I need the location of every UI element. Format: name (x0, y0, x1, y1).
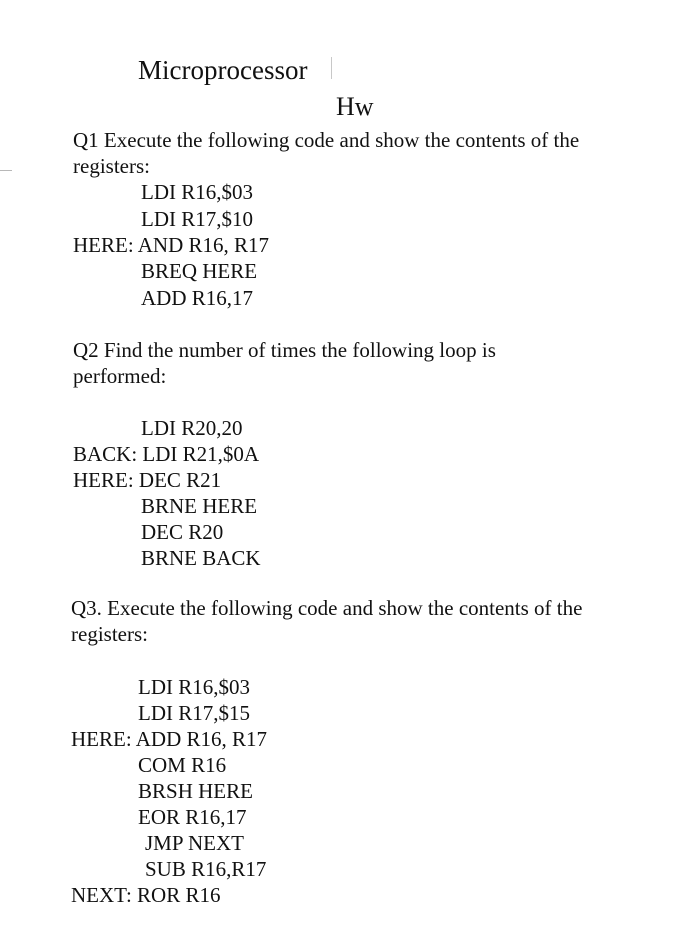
q1-prompt-line1: Q1 Execute the following code and show the contents of the (73, 128, 580, 152)
q1-code-line: HERE: AND R16, R17 (73, 233, 270, 257)
q1-code-line: LDI R17,$10 (141, 207, 253, 231)
q1-prompt-line2: registers: (73, 154, 150, 178)
q3-code-line: SUB R16,R17 (145, 857, 267, 881)
q2-code-line: BRNE BACK (141, 546, 261, 570)
q3-code-line: LDI R16,$03 (138, 675, 250, 699)
q3-code-line: JMP NEXT (145, 831, 244, 855)
margin-mark (0, 170, 12, 171)
text-cursor-mark (331, 57, 332, 79)
q3-code-line: EOR R16,17 (138, 805, 247, 829)
document-subtitle: Hw (336, 92, 374, 121)
q2-prompt-line1: Q2 Find the number of times the following loop is (73, 338, 496, 362)
q2-prompt-line2: performed: (73, 364, 167, 388)
q1-code-line: LDI R16,$03 (141, 180, 253, 204)
q2-code-line: BRNE HERE (141, 494, 258, 518)
q2-code-line: HERE: DEC R21 (73, 468, 222, 492)
q2-code-line: DEC R20 (141, 520, 224, 544)
q3-prompt-line1: Q3. Execute the following code and show the contents of the (71, 596, 583, 620)
q1-code-line: BREQ HERE (141, 259, 258, 283)
q3-prompt-line2: registers: (71, 622, 148, 646)
q1-code-line: ADD R16,17 (141, 286, 254, 310)
q3-code-line: COM R16 (138, 753, 227, 777)
q3-code-line: NEXT: ROR R16 (71, 883, 221, 907)
q3-code-line: HERE: ADD R16, R17 (71, 727, 268, 751)
document-title: Microprocessor (138, 55, 308, 85)
q3-code-line: BRSH HERE (138, 779, 253, 803)
q2-code-line: BACK: LDI R21,$0A (73, 442, 260, 466)
q3-code-line: LDI R17,$15 (138, 701, 250, 725)
q2-code-line: LDI R20,20 (141, 416, 243, 440)
